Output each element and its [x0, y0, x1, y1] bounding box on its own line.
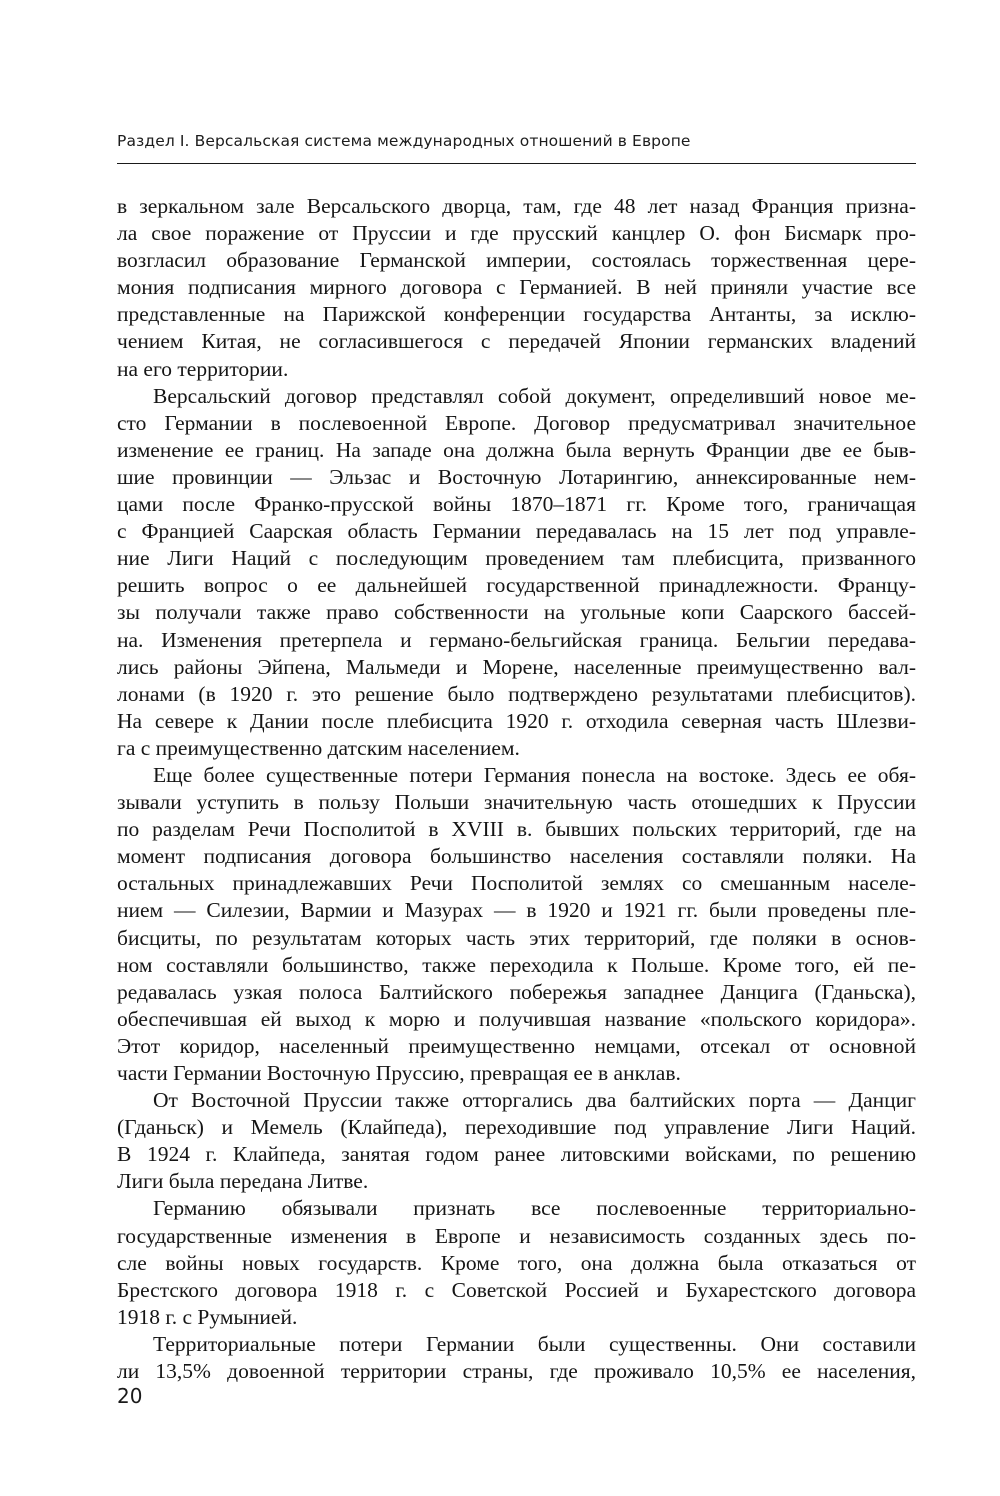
- text-line: государственные изменения в Европе и независимость созданных здесь по-: [117, 1223, 916, 1248]
- text-line: момент подписания договора большинство населения составляли поляки. На: [117, 844, 916, 869]
- text-line: Брестского договора 1918 г. с Советской Россией и Бухарестского договора: [117, 1277, 916, 1302]
- text-line: Версальский договор представлял собой документ, определивший новое ме-: [153, 383, 916, 408]
- text-line: ла свое поражение от Пруссии и где прусский канцлер О. фон Бисмарк про-: [117, 221, 916, 246]
- text-line: шие провинции — Эльзас и Восточную Лотарингию, аннексированные нем-: [117, 464, 916, 489]
- text-line: Германию обязывали признать все послевоенные территориально-: [153, 1196, 916, 1221]
- text-line: сле войны новых государств. Кроме того, она должна была отказаться от: [117, 1250, 916, 1275]
- text-line: (Гданьск) и Мемель (Клайпеда), переходившие под управление Лиги Наций.: [117, 1115, 916, 1140]
- text-line: остальных принадлежавших Речи Посполитой землях со смешанным населе-: [117, 871, 916, 896]
- text-line: решить вопрос о ее дальнейшей государственной принадлежности. Францу-: [117, 573, 916, 598]
- text-line: на. Изменения претерпела и германо-бельгийская граница. Бельгии передава-: [117, 627, 916, 652]
- page-body: [117, 193, 916, 1385]
- text-line: 1918 г. с Румынией.: [117, 1304, 298, 1329]
- text-line: Лиги была передана Литве.: [117, 1169, 369, 1194]
- text-line: От Восточной Пруссии также отторгались два балтийских порта — Данциг: [153, 1088, 916, 1113]
- text-line: мония подписания мирного договора с Германией. В ней приняли участие все: [117, 275, 916, 300]
- text-line: зы получали также право собственности на угольные копи Саарского бассей-: [117, 600, 916, 625]
- text-line: лись районы Эйпена, Мальмеди и Морене, населенные преимущественно вал-: [117, 654, 916, 679]
- paragraph: [117, 1195, 916, 1330]
- paragraph: [117, 383, 916, 762]
- text-line: Территориальные потери Германии были существенны. Они составили: [153, 1331, 916, 1356]
- text-line: нием — Силезии, Вармии и Мазурах — в 1920 и 1921 гг. были проведены пле-: [117, 898, 916, 923]
- text-line: Этот коридор, населенный преимущественно немцами, отсекал от основной: [117, 1033, 916, 1058]
- text-line: га с преимущественно датским населением.: [117, 735, 520, 760]
- text-line: части Германии Восточную Пруссию, превращая ее в анклав.: [117, 1061, 681, 1085]
- running-header: Раздел I. Версальская система международных отношений в Европе: [117, 132, 691, 150]
- header-rule: [117, 163, 916, 164]
- text-line: в зеркальном зале Версальского дворца, там, где 48 лет назад Франция призна-: [117, 194, 916, 218]
- page-number: 20: [117, 1384, 143, 1408]
- text-line: по разделам Речи Посполитой в XVIII в. бывших польских территорий, где на: [117, 817, 916, 842]
- text-line: сто Германии в послевоенной Европе. Договор предусматривал значительное: [117, 410, 916, 435]
- text-line: лонами (в 1920 г. это решение было подтверждено результатами плебисцитов).: [117, 681, 916, 706]
- text-line: На севере к Дании после плебисцита 1920 г. отходила северная часть Шлезви-: [117, 708, 916, 733]
- text-line: обеспечившая ей выход к морю и получившая название «польского коридора».: [117, 1006, 916, 1031]
- paragraph: [117, 193, 916, 383]
- text-line: цами после Франко-прусской войны 1870–1871 гг. Кроме того, граничащая: [117, 492, 916, 517]
- text-line: ли 13,5% довоенной территории страны, где проживало 10,5% ее населения,: [117, 1359, 916, 1384]
- text-line: бисциты, по результатам которых часть этих территорий, где поляки в основ-: [117, 925, 916, 950]
- text-line: с Францией Саарская область Германии передавалась на 15 лет под управле-: [117, 519, 916, 544]
- text-line: зывали уступить в пользу Польши значительную часть отошедших к Пруссии: [117, 790, 916, 815]
- paragraph: [117, 762, 916, 1087]
- text-line: ние Лиги Наций с последующим проведением там плебисцита, призванного: [117, 546, 916, 571]
- text-line: Еще более существенные потери Германия понесла на востоке. Здесь ее обя-: [153, 762, 916, 787]
- text-line: возгласил образование Германской империи, состоялась торжественная цере-: [117, 248, 916, 273]
- text-line: изменение ее границ. На западе она должна была вернуть Франции две ее быв-: [117, 437, 916, 462]
- text-line: чением Китая, не согласившегося с передачей Японии германских владений: [117, 329, 916, 354]
- text-line: редавалась узкая полоса Балтийского побережья западнее Данцига (Гданьска),: [117, 979, 916, 1004]
- text-line: ном составляли большинство, также переходила к Польше. Кроме того, ей пе-: [117, 952, 916, 977]
- text-line: В 1924 г. Клайпеда, занятая годом ранее литовскими войсками, по решению: [117, 1142, 916, 1167]
- text-line: на его территории.: [117, 356, 289, 381]
- paragraph: [117, 1087, 916, 1195]
- text-line: представленные на Парижской конференции государства Антанты, за исклю-: [117, 302, 916, 327]
- paragraph: [117, 1331, 916, 1385]
